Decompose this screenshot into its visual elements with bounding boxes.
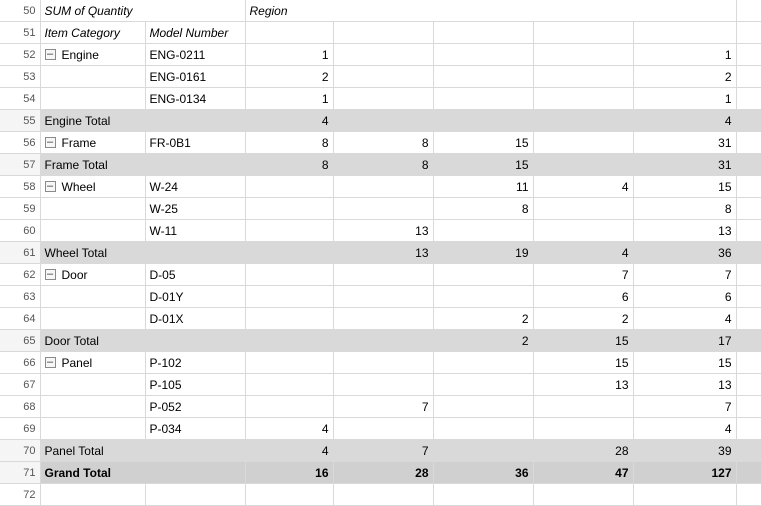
empty-cell (736, 44, 761, 66)
value-cell-west[interactable] (533, 44, 633, 66)
subtotal-row (0, 110, 761, 132)
empty-cell (736, 242, 761, 264)
value-cell-south[interactable] (433, 264, 533, 286)
pivot-field-header-row (0, 0, 761, 22)
value-cell-east[interactable] (333, 374, 433, 396)
value-cell-west[interactable] (533, 220, 633, 242)
value-cell-south[interactable]: 2 (433, 330, 533, 352)
column-header-grand-total[interactable]: Grand Total (633, 22, 736, 44)
table-row (0, 308, 761, 330)
value-cell-grand-total[interactable]: 15 (633, 176, 736, 198)
category-cell[interactable] (40, 132, 145, 154)
category-cell[interactable] (40, 352, 145, 374)
category-label: Engine (61, 47, 99, 62)
empty-cell (736, 462, 761, 484)
category-cell[interactable] (40, 176, 145, 198)
subtotal-row (0, 330, 761, 352)
table-row (0, 176, 761, 198)
value-cell-south[interactable]: 19 (433, 242, 533, 264)
row-header-67[interactable]: 67 (0, 374, 40, 396)
value-cell-west[interactable] (533, 154, 633, 176)
collapse-group-icon[interactable]: – (45, 357, 56, 368)
category-label: Door (61, 267, 88, 282)
category-label: Panel (61, 355, 93, 370)
table-row (0, 132, 761, 154)
category-cell-empty (40, 396, 145, 418)
subtotal-row (0, 154, 761, 176)
row-header-50[interactable]: 50 (0, 0, 40, 22)
value-cell-east[interactable] (333, 308, 433, 330)
value-cell-south[interactable]: 36 (433, 462, 533, 484)
category-cell-empty (40, 88, 145, 110)
row-header-68[interactable]: 68 (0, 396, 40, 418)
value-cell-grand-total[interactable]: 31 (633, 154, 736, 176)
empty-cell (736, 396, 761, 418)
value-cell-west[interactable]: 6 (533, 286, 633, 308)
value-cell-south[interactable] (433, 110, 533, 132)
empty-cell (736, 264, 761, 286)
empty-cell[interactable] (633, 484, 736, 506)
value-cell-west[interactable] (533, 418, 633, 440)
value-cell-grand-total[interactable]: 1 (633, 44, 736, 66)
value-cell-north[interactable]: 16 (245, 462, 333, 484)
value-cell-grand-total[interactable]: 1 (633, 88, 736, 110)
row-header-55[interactable]: 55 (0, 110, 40, 132)
empty-row (0, 484, 761, 506)
value-field-label[interactable]: SUM of Quantity (40, 0, 245, 22)
empty-cell (736, 440, 761, 462)
value-cell-grand-total[interactable]: 4 (633, 308, 736, 330)
empty-cell (736, 374, 761, 396)
column-header-north[interactable]: North (245, 22, 333, 44)
value-cell-grand-total[interactable]: 4 (633, 418, 736, 440)
table-row (0, 220, 761, 242)
model-number-cell[interactable]: ENG-0161 (145, 66, 245, 88)
model-number-cell[interactable]: D-01Y (145, 286, 245, 308)
total-label-cell[interactable]: Panel Total (40, 440, 245, 462)
model-number-cell[interactable]: P-102 (145, 352, 245, 374)
value-cell-west[interactable]: 7 (533, 264, 633, 286)
value-cell-north[interactable] (245, 374, 333, 396)
model-number-cell[interactable]: FR-0B1 (145, 132, 245, 154)
model-number-cell[interactable]: ENG-0134 (145, 88, 245, 110)
model-number-cell[interactable]: P-105 (145, 374, 245, 396)
value-cell-grand-total[interactable]: 39 (633, 440, 736, 462)
value-cell-south[interactable] (433, 396, 533, 418)
empty-cell[interactable] (433, 484, 533, 506)
value-cell-north[interactable]: 4 (245, 440, 333, 462)
value-cell-east[interactable]: 28 (333, 462, 433, 484)
value-cell-south[interactable] (433, 44, 533, 66)
value-cell-grand-total[interactable]: 7 (633, 396, 736, 418)
value-cell-grand-total[interactable]: 4 (633, 110, 736, 132)
value-cell-grand-total[interactable]: 36 (633, 242, 736, 264)
column-header-west[interactable]: West (533, 22, 633, 44)
value-cell-south[interactable] (433, 374, 533, 396)
subtotal-row (0, 242, 761, 264)
empty-cell (736, 0, 761, 22)
empty-cell (736, 66, 761, 88)
value-cell-north[interactable] (245, 198, 333, 220)
table-row (0, 66, 761, 88)
table-row (0, 44, 761, 66)
row-field-label-model[interactable]: Model Number (145, 22, 245, 44)
value-cell-east[interactable]: 13 (333, 220, 433, 242)
value-cell-north[interactable] (245, 308, 333, 330)
value-cell-south[interactable]: 15 (433, 132, 533, 154)
row-header-53[interactable]: 53 (0, 66, 40, 88)
value-cell-grand-total[interactable]: 6 (633, 286, 736, 308)
total-label-cell[interactable]: Grand Total (40, 462, 245, 484)
value-cell-south[interactable]: 15 (433, 154, 533, 176)
value-cell-north[interactable]: 8 (245, 154, 333, 176)
value-cell-west[interactable]: 4 (533, 176, 633, 198)
value-cell-east[interactable]: 8 (333, 154, 433, 176)
value-cell-north[interactable]: 4 (245, 418, 333, 440)
value-cell-north[interactable] (245, 176, 333, 198)
row-header-71[interactable]: 71 (0, 462, 40, 484)
table-row (0, 264, 761, 286)
empty-cell (736, 110, 761, 132)
model-number-cell[interactable]: P-052 (145, 396, 245, 418)
value-cell-east[interactable] (333, 44, 433, 66)
value-cell-south[interactable]: 2 (433, 308, 533, 330)
empty-cell (736, 352, 761, 374)
value-cell-west[interactable]: 15 (533, 352, 633, 374)
value-cell-north[interactable]: 1 (245, 44, 333, 66)
column-header-east[interactable]: East (333, 22, 433, 44)
row-header-69[interactable]: 69 (0, 418, 40, 440)
model-number-cell[interactable]: D-05 (145, 264, 245, 286)
pivot-column-header-row (0, 22, 761, 44)
value-cell-grand-total[interactable]: 8 (633, 198, 736, 220)
value-cell-south[interactable]: 8 (433, 198, 533, 220)
value-cell-south[interactable] (433, 440, 533, 462)
value-cell-west[interactable]: 47 (533, 462, 633, 484)
empty-cell (736, 220, 761, 242)
value-cell-west[interactable]: 2 (533, 308, 633, 330)
empty-cell (736, 132, 761, 154)
category-cell-empty (40, 374, 145, 396)
row-header-66[interactable]: 66 (0, 352, 40, 374)
value-cell-east[interactable] (333, 418, 433, 440)
row-header-59[interactable]: 59 (0, 198, 40, 220)
value-cell-north[interactable] (245, 264, 333, 286)
row-header-56[interactable]: 56 (0, 132, 40, 154)
value-cell-south[interactable] (433, 286, 533, 308)
empty-cell (736, 418, 761, 440)
empty-cell[interactable] (40, 484, 145, 506)
row-header-52[interactable]: 52 (0, 44, 40, 66)
value-cell-north[interactable]: 4 (245, 110, 333, 132)
model-number-cell[interactable]: W-25 (145, 198, 245, 220)
value-cell-north[interactable] (245, 242, 333, 264)
value-cell-east[interactable] (333, 66, 433, 88)
category-cell-empty (40, 66, 145, 88)
value-cell-north[interactable]: 2 (245, 66, 333, 88)
empty-cell (736, 308, 761, 330)
value-cell-east[interactable] (333, 352, 433, 374)
row-header-57[interactable]: 57 (0, 154, 40, 176)
value-cell-east[interactable] (333, 110, 433, 132)
category-cell-empty (40, 220, 145, 242)
model-number-cell[interactable]: ENG-0211 (145, 44, 245, 66)
table-row (0, 418, 761, 440)
empty-cell[interactable] (736, 484, 761, 506)
value-cell-south[interactable] (433, 88, 533, 110)
value-cell-grand-total[interactable]: 13 (633, 220, 736, 242)
value-cell-south[interactable] (433, 66, 533, 88)
value-cell-north[interactable]: 1 (245, 88, 333, 110)
total-label-cell[interactable]: Engine Total (40, 110, 245, 132)
row-header-58[interactable]: 58 (0, 176, 40, 198)
table-row (0, 198, 761, 220)
value-cell-east[interactable] (333, 264, 433, 286)
total-label-cell[interactable]: Wheel Total (40, 242, 245, 264)
table-row (0, 396, 761, 418)
value-cell-west[interactable] (533, 66, 633, 88)
row-header-72[interactable]: 72 (0, 484, 40, 506)
value-cell-east[interactable] (333, 198, 433, 220)
row-header-54[interactable]: 54 (0, 88, 40, 110)
grand-total-row (0, 462, 761, 484)
value-cell-east[interactable]: 7 (333, 440, 433, 462)
column-header-south[interactable]: South (433, 22, 533, 44)
value-cell-east[interactable] (333, 88, 433, 110)
value-cell-grand-total[interactable]: 17 (633, 330, 736, 352)
value-cell-north[interactable] (245, 396, 333, 418)
value-cell-east[interactable] (333, 330, 433, 352)
value-cell-grand-total[interactable]: 13 (633, 374, 736, 396)
value-cell-west[interactable]: 4 (533, 242, 633, 264)
value-cell-west[interactable] (533, 88, 633, 110)
row-header-62[interactable]: 62 (0, 264, 40, 286)
category-cell[interactable] (40, 264, 145, 286)
model-number-cell[interactable]: W-24 (145, 176, 245, 198)
subtotal-row (0, 440, 761, 462)
value-cell-grand-total[interactable]: 31 (633, 132, 736, 154)
category-cell-empty (40, 198, 145, 220)
row-header-64[interactable]: 64 (0, 308, 40, 330)
empty-cell[interactable] (533, 484, 633, 506)
value-cell-north[interactable]: 8 (245, 132, 333, 154)
value-cell-west[interactable] (533, 396, 633, 418)
value-cell-west[interactable] (533, 198, 633, 220)
total-label-cell[interactable]: Door Total (40, 330, 245, 352)
table-row (0, 286, 761, 308)
category-cell[interactable] (40, 44, 145, 66)
category-label: Wheel (61, 179, 96, 194)
empty-cell (736, 286, 761, 308)
value-cell-grand-total[interactable]: 127 (633, 462, 736, 484)
value-cell-west[interactable] (533, 132, 633, 154)
row-header-70[interactable]: 70 (0, 440, 40, 462)
total-label-cell[interactable]: Frame Total (40, 154, 245, 176)
value-cell-grand-total[interactable]: 7 (633, 264, 736, 286)
value-cell-west[interactable] (533, 110, 633, 132)
empty-cell (736, 154, 761, 176)
value-cell-east[interactable]: 8 (333, 132, 433, 154)
value-cell-east[interactable]: 13 (333, 242, 433, 264)
value-cell-west[interactable]: 13 (533, 374, 633, 396)
value-cell-north[interactable] (245, 286, 333, 308)
table-row (0, 88, 761, 110)
row-header-63[interactable]: 63 (0, 286, 40, 308)
table-row (0, 374, 761, 396)
empty-cell (736, 176, 761, 198)
empty-cell (736, 88, 761, 110)
value-cell-north[interactable] (245, 352, 333, 374)
value-cell-west[interactable]: 28 (533, 440, 633, 462)
row-header-65[interactable]: 65 (0, 330, 40, 352)
model-number-cell[interactable]: P-034 (145, 418, 245, 440)
value-cell-east[interactable] (333, 176, 433, 198)
collapse-group-icon[interactable]: – (45, 269, 56, 280)
row-header-60[interactable]: 60 (0, 220, 40, 242)
value-cell-south[interactable] (433, 352, 533, 374)
model-number-cell[interactable]: W-11 (145, 220, 245, 242)
value-cell-grand-total[interactable]: 15 (633, 352, 736, 374)
row-header-61[interactable]: 61 (0, 242, 40, 264)
value-cell-north[interactable] (245, 330, 333, 352)
row-header-51[interactable]: 51 (0, 22, 40, 44)
model-number-cell[interactable]: D-01X (145, 308, 245, 330)
collapse-group-icon[interactable]: – (45, 137, 56, 148)
value-cell-grand-total[interactable]: 2 (633, 66, 736, 88)
value-cell-west[interactable]: 15 (533, 330, 633, 352)
category-cell-empty (40, 308, 145, 330)
collapse-group-icon[interactable]: – (45, 181, 56, 192)
table-row (0, 352, 761, 374)
empty-cell (736, 22, 761, 44)
category-cell-empty (40, 286, 145, 308)
category-cell-empty (40, 418, 145, 440)
category-label: Frame (61, 135, 97, 150)
empty-cell[interactable] (145, 484, 245, 506)
value-cell-south[interactable] (433, 220, 533, 242)
empty-cell (736, 330, 761, 352)
value-cell-east[interactable]: 7 (333, 396, 433, 418)
value-cell-north[interactable] (245, 220, 333, 242)
collapse-group-icon[interactable]: – (45, 49, 56, 60)
empty-cell (736, 198, 761, 220)
value-cell-south[interactable]: 11 (433, 176, 533, 198)
empty-cell[interactable] (333, 484, 433, 506)
row-field-label-category[interactable]: Item Category (40, 22, 145, 44)
value-cell-south[interactable] (433, 418, 533, 440)
value-cell-east[interactable] (333, 286, 433, 308)
column-field-label[interactable]: Region (245, 0, 736, 22)
empty-cell[interactable] (245, 484, 333, 506)
